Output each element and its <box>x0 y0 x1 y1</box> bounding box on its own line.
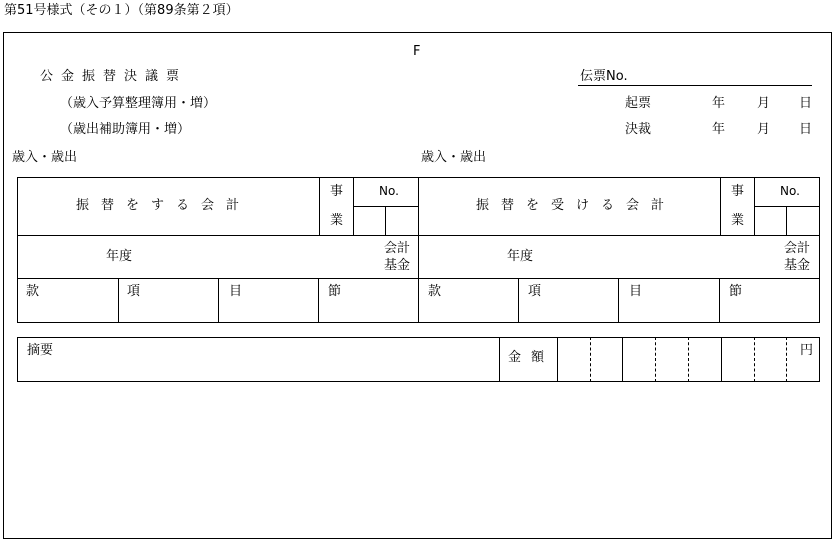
kihyo-day: 日 <box>799 96 813 111</box>
voucher-underline <box>578 85 812 86</box>
right-col-moku: 目 <box>629 284 643 299</box>
left-jigyo-bottom: 業 <box>330 213 344 228</box>
summary-divider <box>499 337 500 382</box>
kingaku-label: 金額 <box>508 350 555 365</box>
left-col-ko: 項 <box>127 284 141 299</box>
right-section-label: 歳入・歳出 <box>421 150 487 165</box>
summary-table <box>17 337 820 382</box>
left-col-setsu: 節 <box>328 284 342 299</box>
right-col-setsu: 節 <box>729 284 743 299</box>
left-kaikei: 会計 <box>384 241 411 256</box>
right-no-hline <box>754 206 820 207</box>
left-section-label: 歳入・歳出 <box>12 150 78 165</box>
right-col-divider-2 <box>618 278 619 323</box>
amount-digit-sep-3 <box>655 337 656 382</box>
left-no-label: No. <box>379 184 399 198</box>
amount-digit-sep-1 <box>590 337 591 382</box>
left-jigyo-top: 事 <box>330 184 344 199</box>
amount-digit-sep-6 <box>754 337 755 382</box>
right-col-divider-1 <box>518 278 519 323</box>
subtitle-revenue: （歳入予算整理簿用・増） <box>60 96 217 111</box>
right-col-ko: 項 <box>528 284 542 299</box>
kihyo-month: 月 <box>757 96 771 111</box>
kihyo-label: 起票 <box>625 96 652 111</box>
yen-label: 円 <box>800 343 814 358</box>
right-jigyo-top: 事 <box>731 184 745 199</box>
subtitle-expenditure: （歳出補助簿用・増） <box>60 122 191 137</box>
left-no-subdivider <box>385 206 386 235</box>
form-letter: F <box>413 44 421 59</box>
kessai-day: 日 <box>799 122 813 137</box>
form-header: 第51号様式（その１）（第89条第２項） <box>4 3 239 18</box>
left-col-divider-3 <box>318 278 319 323</box>
form-title: 公金振替決議票 <box>40 69 188 84</box>
amount-digit-sep-2 <box>622 337 623 382</box>
right-table-header: 振替を受ける会計 <box>476 198 677 213</box>
kessai-year: 年 <box>712 122 726 137</box>
left-kikin: 基金 <box>384 258 411 273</box>
left-jigyo-divider <box>319 177 320 235</box>
tekiyo-label: 摘要 <box>27 343 54 358</box>
right-kikin: 基金 <box>784 258 811 273</box>
amount-digit-sep-7 <box>786 337 787 382</box>
left-col-divider-1 <box>118 278 119 323</box>
amount-digit-sep-4 <box>688 337 689 382</box>
left-col-moku: 目 <box>229 284 243 299</box>
right-jigyo-bottom: 業 <box>731 213 745 228</box>
right-col-kan: 款 <box>428 284 442 299</box>
left-col-kan: 款 <box>26 284 40 299</box>
left-nendo: 年度 <box>106 249 133 264</box>
right-no-subdivider <box>786 206 787 235</box>
left-table-header: 振替をする会計 <box>76 198 252 213</box>
amount-divider <box>557 337 558 382</box>
voucher-label: 伝票No. <box>580 69 628 84</box>
right-no-label: No. <box>780 184 800 198</box>
kihyo-year: 年 <box>712 96 726 111</box>
right-jigyo-divider <box>720 177 721 235</box>
kessai-month: 月 <box>757 122 771 137</box>
center-divider <box>418 177 419 323</box>
left-col-divider-2 <box>218 278 219 323</box>
kessai-label: 決裁 <box>625 122 652 137</box>
right-col-divider-3 <box>719 278 720 323</box>
amount-digit-sep-5 <box>721 337 722 382</box>
right-nendo: 年度 <box>507 249 534 264</box>
right-kaikei: 会計 <box>784 241 811 256</box>
